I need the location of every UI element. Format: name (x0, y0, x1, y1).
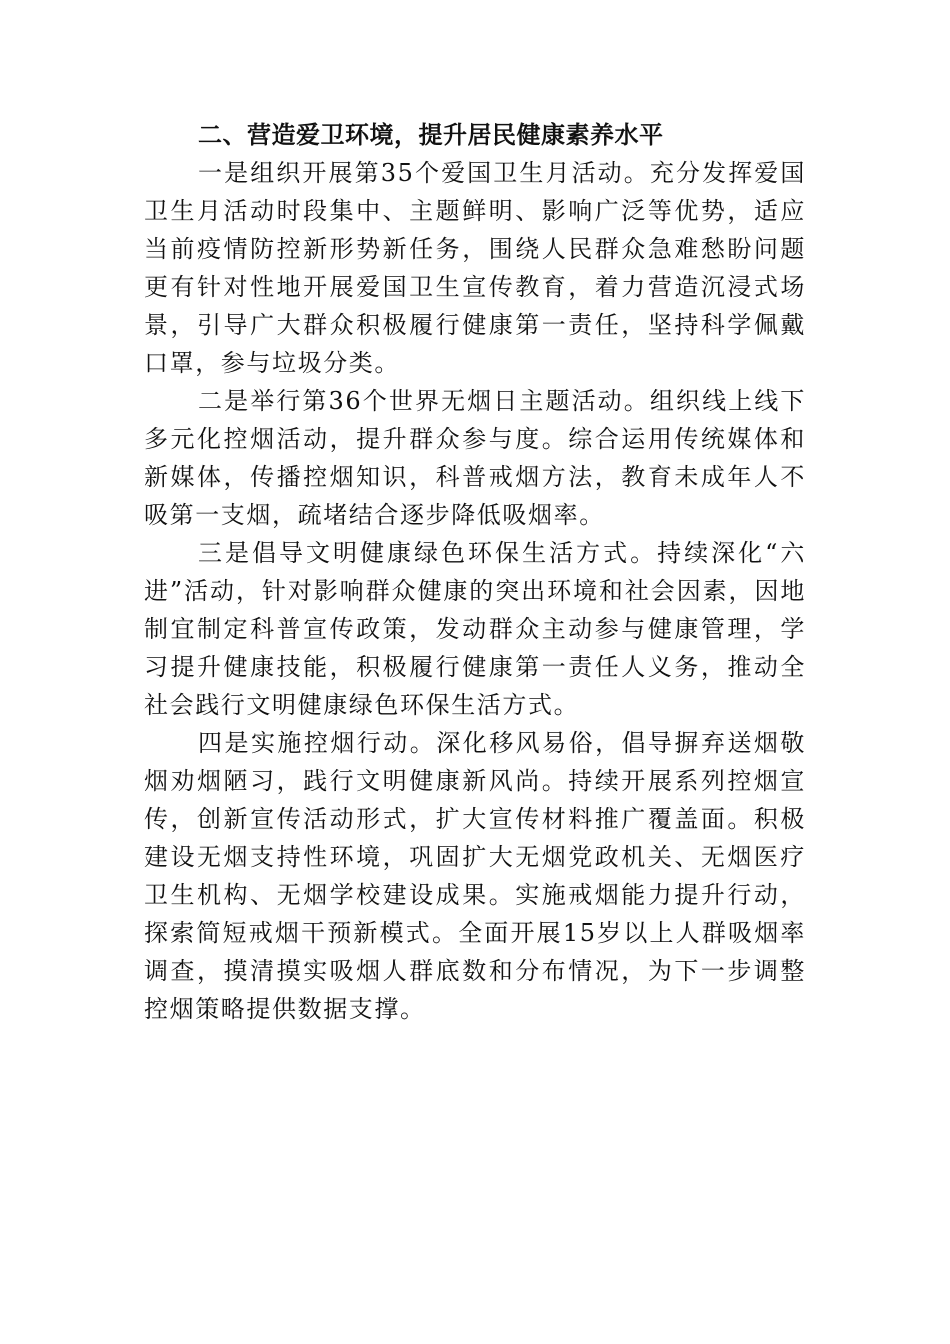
section-heading: 二、营造爱卫环境，提升居民健康素养水平 (198, 121, 664, 149)
paragraph-2: 二是举行第36个世界无烟日主题活动。组织线上线下多元化控烟活动，提升群众参与度。综合运用传统媒体和新媒体，传播控烟知识，科普戒烟方法，教育未成年人不吸第一支烟，疏堵结合逐步降低吸烟率。 (144, 387, 806, 529)
paragraph-1: 一是组织开展第35个爱国卫生月活动。充分发挥爱国卫生月活动时段集中、主题鲜明、影响广泛等优势，适应当前疫情防控新形势新任务，围绕人民群众急难愁盼问题更有针对性地开展爱国卫生宣传教育，着力营造沉浸式场景，引导广大群众积极履行健康第一责任，坚持科学佩戴口罩，参与垃圾分类。 (144, 159, 806, 377)
paragraph-4: 四是实施控烟行动。深化移风易俗，倡导摒弃送烟敬烟劝烟陋习，践行文明健康新风尚。持续开展系列控烟宣传，创新宣传活动形式，扩大宣传材料推广覆盖面。积极建设无烟支持性环境，巩固扩大无烟党政机关、无烟医疗卫生机构、无烟学校建设成果。实施戒烟能力提升行动，探索简短戒烟干预新模式。全面开展15岁以上人群吸烟率调查，摸清摸实吸烟人群底数和分布情况，为下一步调整控烟策略提供数据支撑。 (144, 729, 806, 1023)
document-body (144, 116, 806, 1028)
paragraph-3: 三是倡导文明健康绿色环保生活方式。持续深化“六进”活动，针对影响群众健康的突出环境和社会因素，因地制宜制定科普宣传政策，发动群众主动参与健康管理，学习提升健康技能，积极履行健康第一责任人义务，推动全社会践行文明健康绿色环保生活方式。 (144, 539, 806, 719)
